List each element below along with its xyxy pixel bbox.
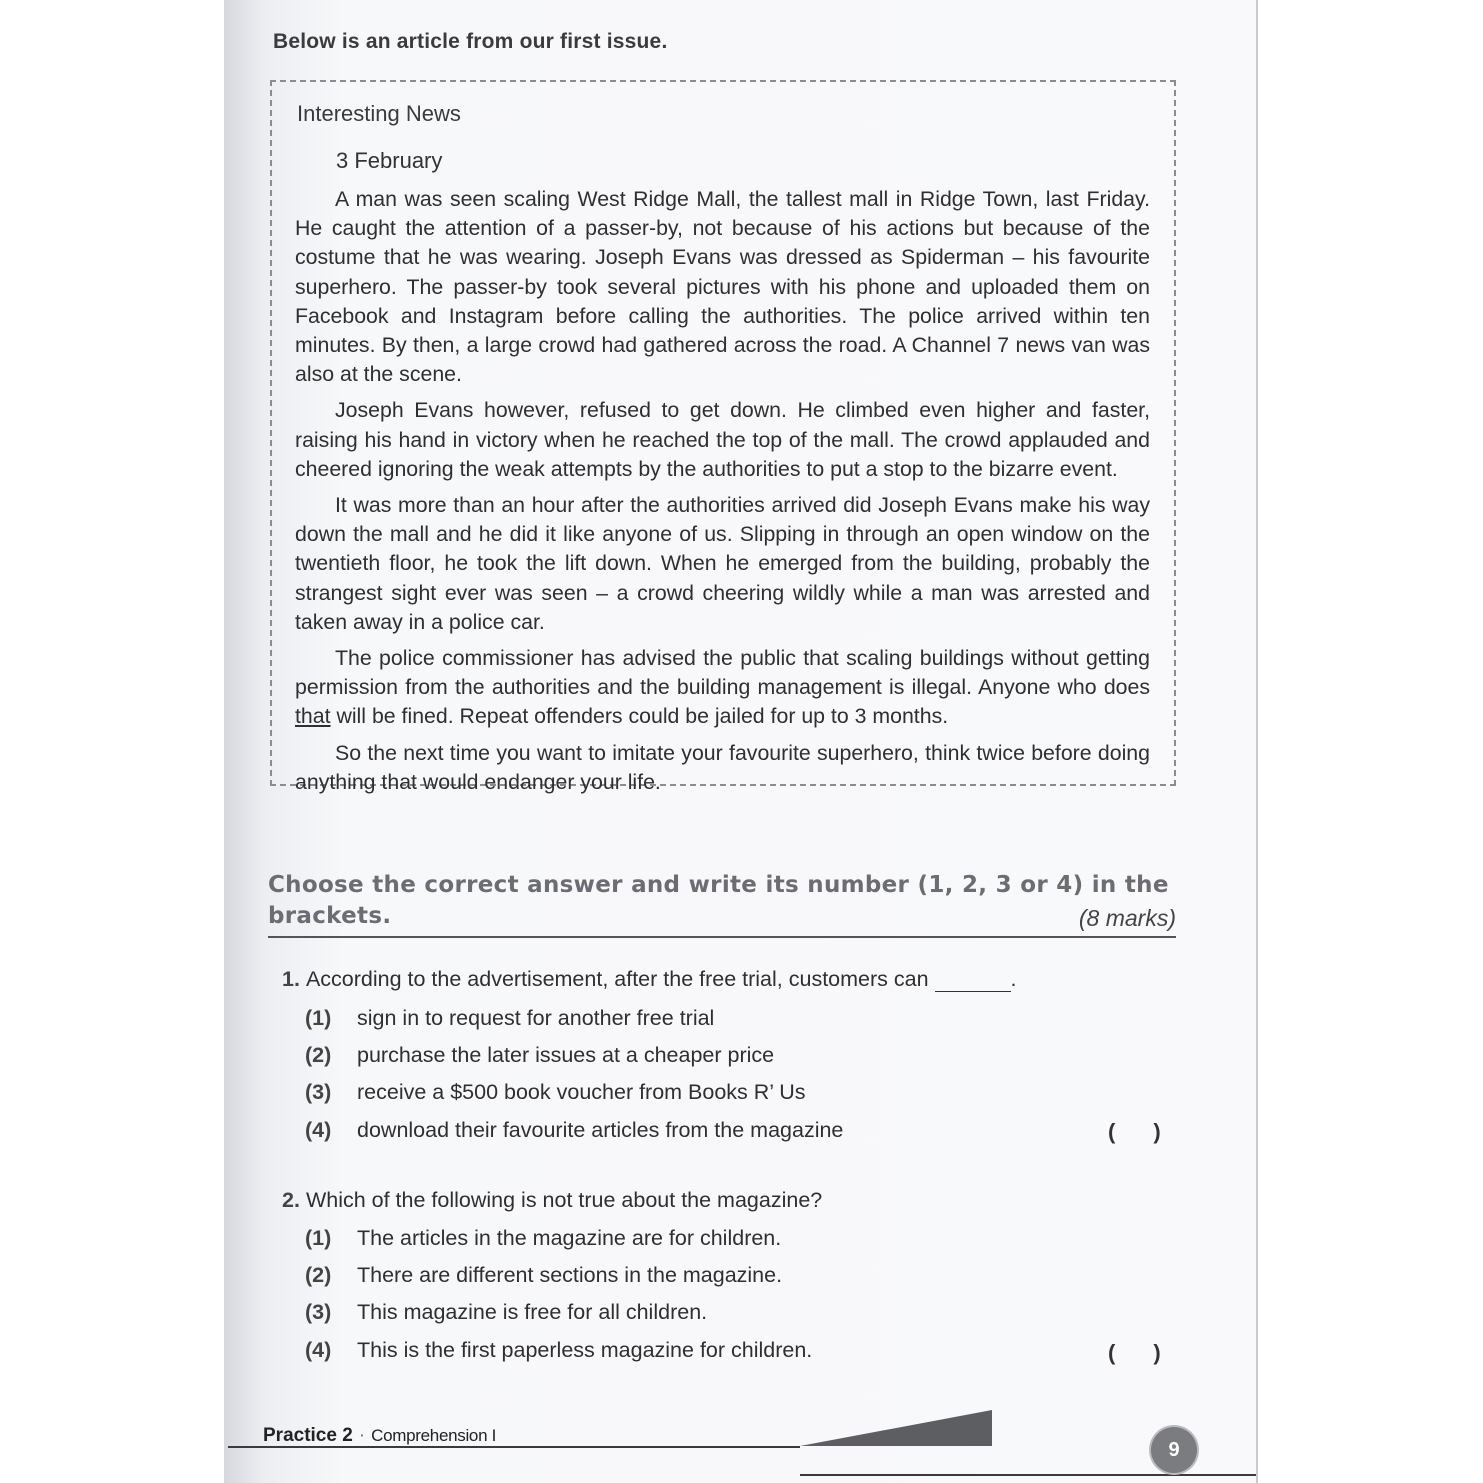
underlined-word: that [295, 704, 331, 729]
option-number: (4) [305, 1338, 332, 1362]
answer-brackets[interactable]: () [1108, 1119, 1199, 1144]
footer-label [263, 1425, 496, 1447]
option [305, 1226, 781, 1251]
option [305, 1006, 714, 1031]
footer-section: Comprehension I [371, 1426, 497, 1445]
article-title: Interesting News [297, 101, 461, 126]
option-text: purchase the later issues at a cheaper price [357, 1043, 775, 1067]
option [305, 1080, 806, 1105]
question-number: 2. [282, 1188, 300, 1212]
option-text: download their favourite articles from the magazine [357, 1118, 844, 1142]
option [305, 1300, 707, 1325]
option-text: This is the first paperless magazine for children. [357, 1338, 813, 1362]
article-paragraph: A man was seen scaling West Ridge Mall, the tallest mall in Ridge Town, last Friday. He caught the attention of a passer-by, not because of his actions but because of the costume that he was wearing. Joseph Evans was dressed as Spiderman – his favourite superhero. The passer-by took several pictures with his phone and uploaded them on Facebook and Instagram before calling the authorities. The police arrived within ten minutes. By then, a large crowd had gathered across the road. A Channel 7 news van was also at the scene. [295, 187, 1150, 387]
option-number: (2) [305, 1263, 332, 1287]
option-number: (3) [305, 1080, 332, 1104]
question-text: According to the advertisement, after the free trial, customers can [305, 967, 929, 991]
footer-separator: · [358, 1425, 366, 1446]
question-end: . [1010, 967, 1017, 991]
paragraph-text: will be fined. Repeat offenders could be jailed for up to 3 months. [330, 704, 949, 729]
article-paragraph: It was more than an hour after the authorities arrived did Joseph Evans make his way down the mall and he did it like anyone of us. Slipping in through an open window on the twentieth floor, he took the lift down. When he emerged from the building, probably the strangest sight ever was seen – a crowd cheering wildly while a man was arrested and taken away in a police car. [295, 493, 1150, 634]
option [305, 1338, 812, 1363]
paragraph-text: The police commissioner has advised the public that scaling buildings without getting permission from the authorities and the building management is illegal. Anyone who does [295, 646, 1150, 700]
option-number: (3) [305, 1300, 332, 1324]
footer-rule-lower [800, 1474, 1256, 1476]
question-1 [282, 967, 1017, 992]
question-2 [282, 1188, 822, 1213]
option-text: The articles in the magazine are for children. [357, 1226, 782, 1250]
answer-brackets[interactable]: () [1108, 1340, 1199, 1365]
option [305, 1118, 843, 1143]
option-number: (4) [305, 1118, 332, 1142]
option-text: sign in to request for another free trial [357, 1006, 715, 1030]
marks-label: (8 marks) [1078, 905, 1176, 931]
footer-wedge-decoration [800, 1410, 992, 1446]
page-number-badge: 9 [1151, 1427, 1197, 1473]
option [305, 1263, 782, 1288]
option-text: receive a $500 book voucher from Books R’ Us [357, 1080, 806, 1104]
option-number: (1) [305, 1006, 332, 1030]
option-number: (1) [305, 1226, 332, 1250]
answer-blank [935, 971, 1011, 992]
question-text: Which of the following is not true about the magazine? [305, 1188, 823, 1212]
article-paragraph [295, 644, 1150, 732]
question-number: 1. [282, 967, 300, 991]
footer-rule [228, 1446, 800, 1448]
option-text: This magazine is free for all children. [357, 1300, 708, 1324]
article-date: 3 February [336, 148, 443, 173]
footer-practice: Practice 2 [263, 1425, 353, 1446]
page-edge [1256, 0, 1258, 1483]
intro-heading: Below is an article from our first issue. [273, 30, 668, 53]
article-paragraph: Joseph Evans however, refused to get down. He climbed even higher and faster, raising his hand in victory when he reached the top of the mall. The crowd applauded and cheered ignoring the weak attempts by the authorities to put a stop to the bizarre event. [295, 398, 1150, 481]
section-rule [268, 936, 1176, 938]
article-body [295, 185, 1150, 804]
option-number: (2) [305, 1043, 332, 1067]
instructions: Choose the correct answer and write its number (1, 2, 3 or 4) in the brackets. [268, 872, 1169, 929]
article-paragraph: So the next time you want to imitate your favourite superhero, think twice before doing anything that would endanger your life. [295, 740, 1150, 794]
option-text: There are different sections in the magazine. [357, 1263, 783, 1287]
option [305, 1043, 774, 1068]
